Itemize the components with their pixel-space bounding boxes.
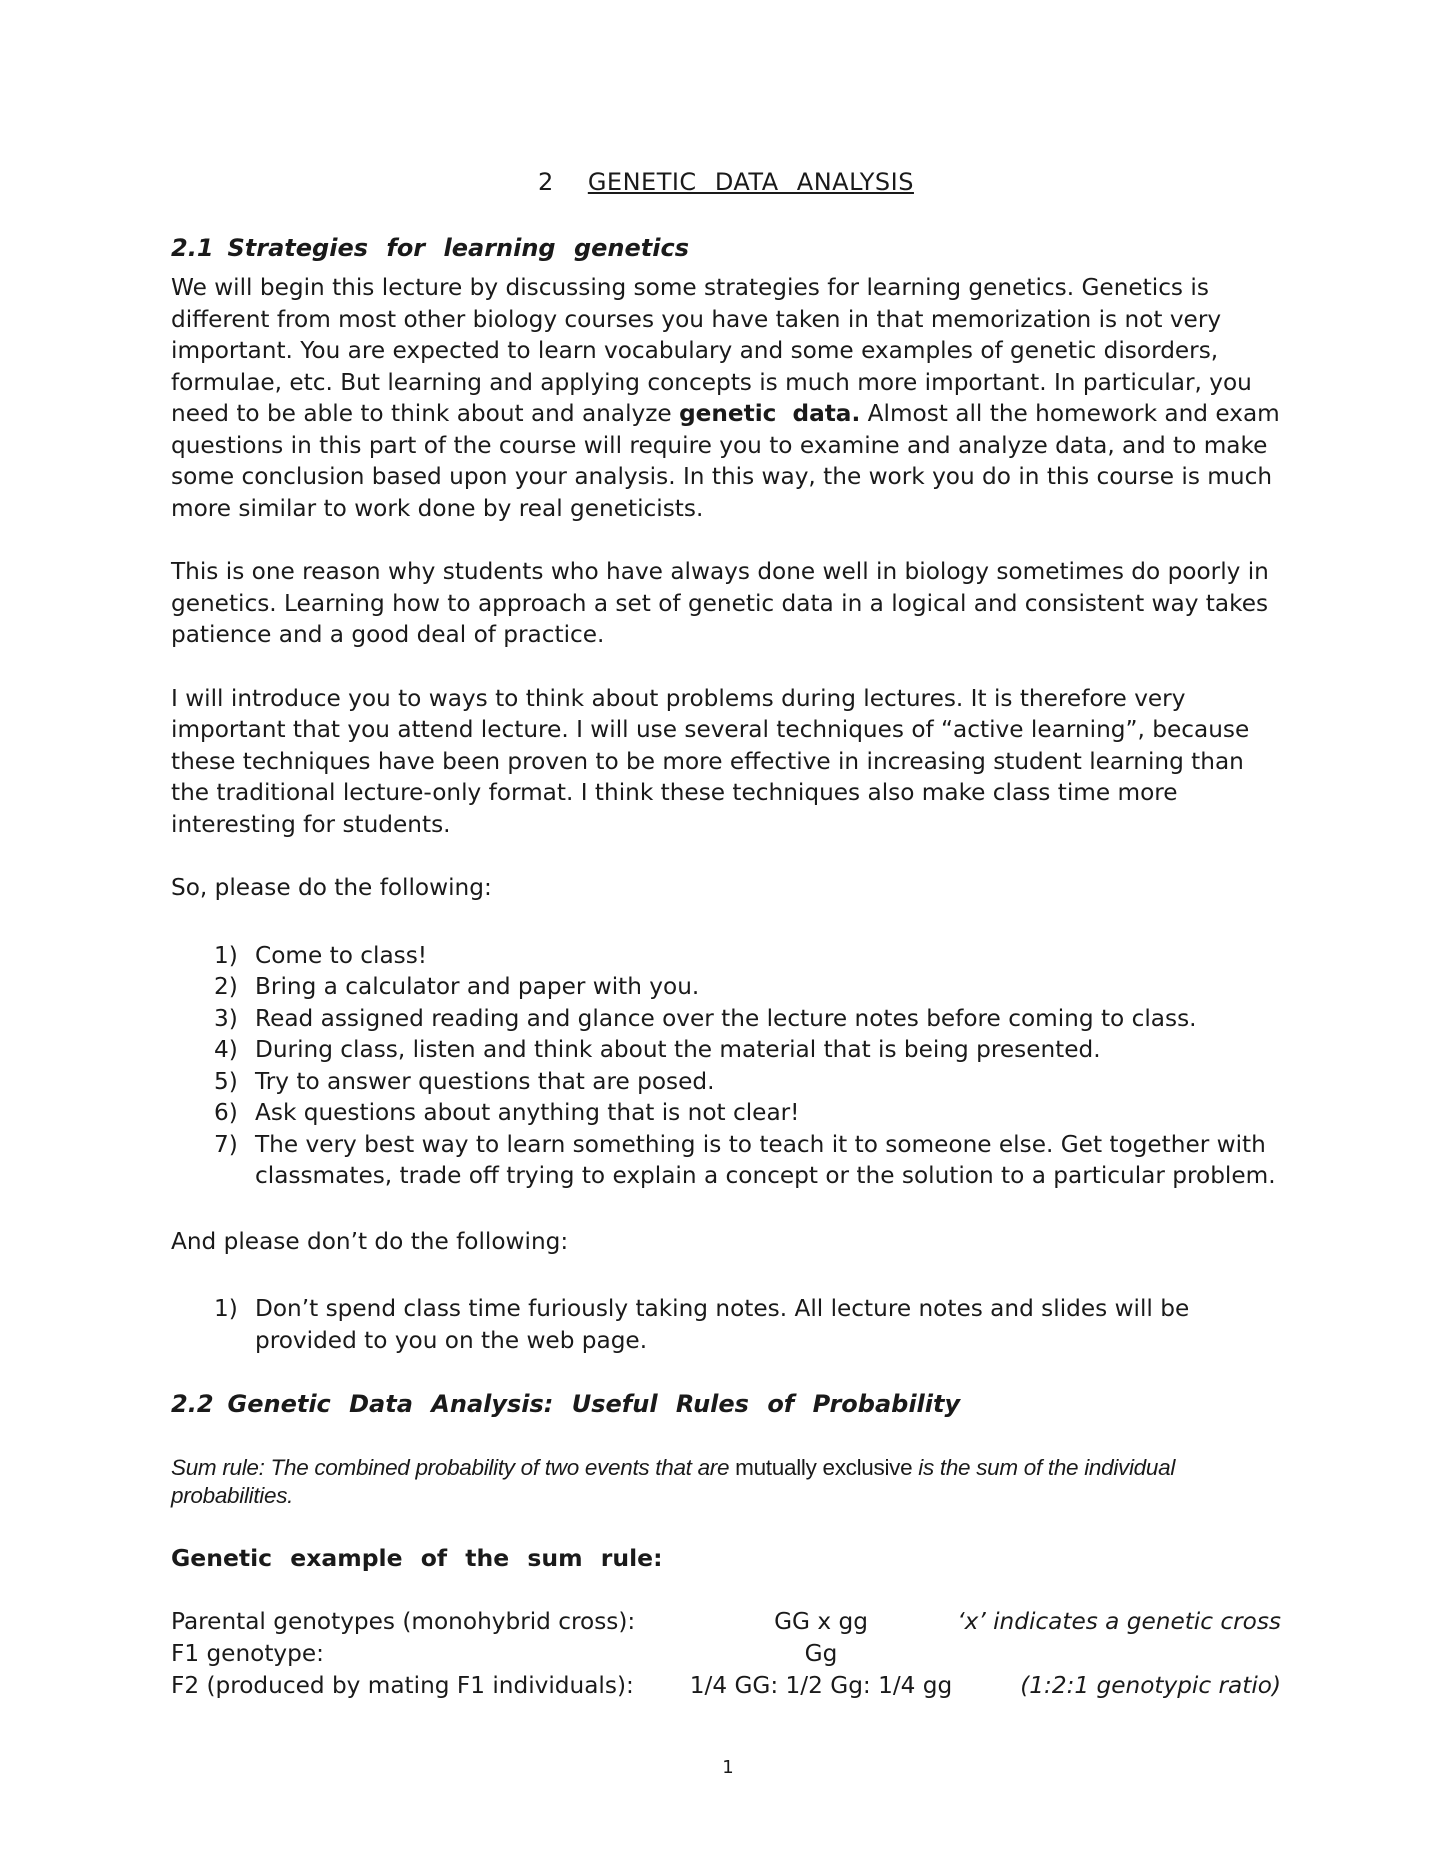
section-heading-2-2 <box>171 1390 1281 1418</box>
emphasis-genetic-data: genetic data. <box>679 400 861 427</box>
section-heading-2-1 <box>171 234 1281 262</box>
list-item-text: Try to answer questions that are posed. <box>255 1067 715 1095</box>
cross-value: 1/4 GG: 1/2 Gg: 1/4 gg <box>689 1672 953 1699</box>
sum-rule-text: Sum rule: The combined probability of two events that are <box>171 1455 736 1480</box>
list-item-text: Don’t spend class time furiously taking notes. All lecture notes and slides will be provided to you on the web page. <box>255 1295 1190 1354</box>
page-number: 1 <box>722 1757 734 1778</box>
paragraph-text: We will begin this lecture by discussing some strategies for learning genetics. Genetics is different from most other biology courses you have taken in that memorization is not very important. You are expected to learn vocabulary and some examples of genetic disorders, formulae, etc. But learning and applying concepts is much more important. In particular, you need to be able to think about and analyze <box>171 274 1252 427</box>
page-content <box>171 168 1281 1702</box>
sum-rule-text: is the sum of the individual probabilities. <box>171 1455 1176 1508</box>
section-title: Strategies for learning genetics <box>227 234 689 262</box>
do-list <box>171 940 1281 1192</box>
list-item-text: Bring a calculator and paper with you. <box>255 973 700 1000</box>
list-marker: 1) <box>214 1295 238 1322</box>
dont-list <box>171 1293 1281 1356</box>
list-item <box>171 940 1281 972</box>
cross-label: F2 (produced by mating F1 individuals): <box>171 1672 634 1699</box>
list-item <box>171 1003 1281 1035</box>
cross-row <box>171 1606 1281 1638</box>
paragraph-intro <box>171 272 1281 524</box>
list-marker: 7) <box>214 1130 238 1158</box>
cross-value: GG x gg <box>774 1608 868 1635</box>
list-item-text: Come to class! <box>255 941 428 969</box>
dont-list-intro: And please don’t do the following: <box>171 1227 569 1255</box>
cross-table <box>171 1606 1281 1702</box>
list-marker: 6) <box>214 1099 238 1126</box>
paragraph-text: Almost all the homework and exam questions in this part of the course will require you to examine and analyze data, and to make some conclusion based upon your analysis. In this way, the work you do in this course is much more similar to work done by real geneticists. <box>171 400 1280 522</box>
cross-row <box>171 1638 1281 1670</box>
sum-rule-definition <box>171 1454 1281 1510</box>
chapter-number: 2 <box>538 168 554 196</box>
list-marker: 3) <box>214 1004 238 1032</box>
list-marker: 2) <box>214 973 238 1000</box>
cross-label: Parental genotypes (monohybrid cross): <box>171 1608 636 1635</box>
list-item-text: Ask questions about anything that is not clear! <box>255 1099 800 1126</box>
list-item-text: During class, listen and think about the material that is being presented. <box>255 1036 1101 1063</box>
paragraph-students: This is one reason why students who have always done well in biology sometimes do poorly in genetics. Learning how to approach a set of genetic data in a logical and consistent way takes patience and a good deal of practice. <box>171 558 1269 648</box>
sum-rule-emphasis: mutually exclusive <box>735 1455 913 1480</box>
section-number: 2.1 <box>171 234 214 262</box>
list-item-text: The very best way to learn something is to teach it to someone else. Get together with classmates, trade off trying to explain a concept or the solution to a particular problem. <box>255 1130 1276 1189</box>
list-marker: 4) <box>214 1036 238 1063</box>
section-number: 2.2 <box>171 1390 214 1418</box>
paragraph-lectures: I will introduce you to ways to think about problems during lectures. It is therefore very important that you attend lecture. I will use several techniques of “active learning”, because these techniques have been proven to be more effective in increasing student learning than the traditional lecture-only format. I think these techniques also make class time more interesting for students. <box>171 684 1250 838</box>
cross-row <box>171 1670 1281 1702</box>
list-marker: 5) <box>214 1067 238 1095</box>
do-list-intro: So, please do the following: <box>171 874 492 901</box>
list-item <box>171 1034 1281 1066</box>
list-marker: 1) <box>214 941 238 969</box>
chapter-title-text: GENETIC DATA ANALYSIS <box>587 168 914 196</box>
list-item <box>171 1066 1281 1098</box>
section-title: Genetic Data Analysis: Useful Rules of Probability <box>227 1390 961 1418</box>
cross-note: ‘x’ indicates a genetic cross <box>957 1608 1281 1635</box>
cross-label: F1 genotype: <box>171 1640 324 1667</box>
list-item <box>171 971 1281 1003</box>
list-item <box>171 1129 1281 1192</box>
cross-note: (1:2:1 genotypic ratio) <box>1020 1672 1281 1699</box>
list-item <box>171 1293 1281 1356</box>
example-heading: Genetic example of the sum rule: <box>171 1544 663 1572</box>
chapter-title <box>171 168 1281 196</box>
list-item <box>171 1097 1281 1129</box>
list-item-text: Read assigned reading and glance over the lecture notes before coming to class. <box>255 1004 1197 1032</box>
cross-value: Gg <box>804 1640 838 1667</box>
